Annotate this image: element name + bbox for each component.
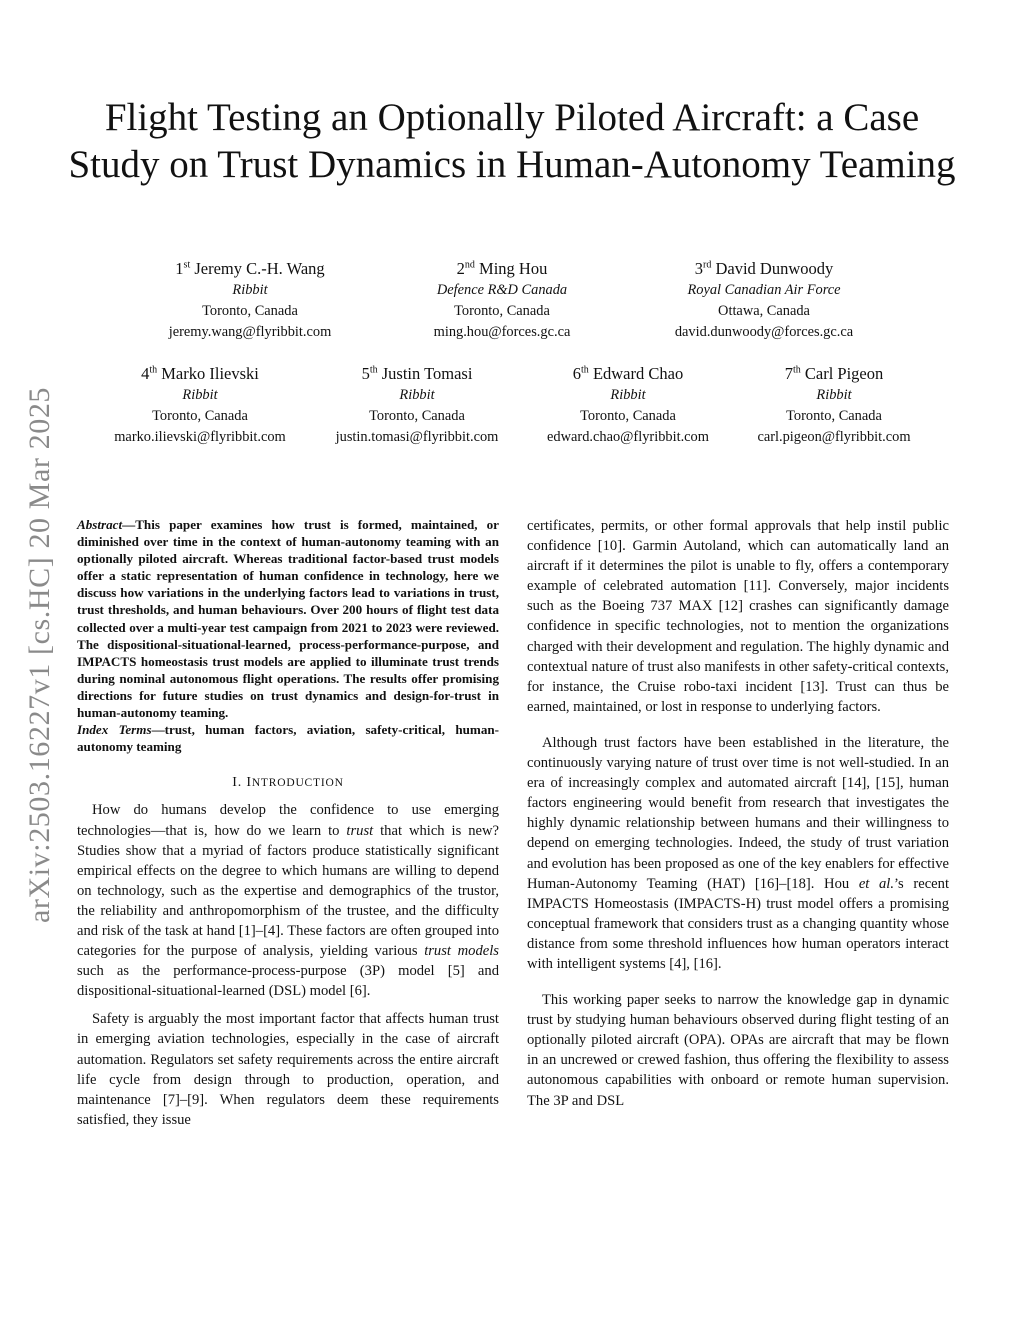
intro-paragraph-2: Safety is arguably the most important factor that affects human trust in emerging aviation technologies, especially in the case of aircraft automation. Regulators set safety requirements across the entire aircraft life cycle from design through to production, operation, and maintenance [7]–[9]. When regulators deem these requirements satisfied, they issue (77, 1011, 499, 1128)
right-column (527, 516, 949, 1119)
author-email: jeremy.wang@flyribbit.com (168, 324, 332, 340)
author-block-3 (644, 258, 884, 343)
author-block-2 (392, 258, 612, 343)
index-terms (77, 721, 499, 755)
author-email: carl.pigeon@flyribbit.com (757, 429, 911, 445)
right-paragraph-3: This working paper seeks to narrow the knowledge gap in dynamic trust by studying human behaviours observed during flight testing of an optionally piloted aircraft (OPA). OPAs are aircraft that may be flown in an uncrewed or crewed fashion, thus offering the flexibility to assess autonomous capabilities with onboard or remote human supervision. The 3P and DSL (527, 992, 949, 1109)
author-affiliation: Ribbit (232, 282, 268, 298)
index-terms-label: Index Terms (77, 722, 152, 738)
author-location: Toronto, Canada (369, 408, 465, 424)
author-affiliation: Ribbit (399, 387, 435, 403)
author-affiliation: Royal Canadian Air Force (687, 282, 841, 298)
author-affiliation: Defence R&D Canada (436, 282, 568, 298)
author-email: justin.tomasi@flyribbit.com (335, 429, 499, 445)
arxiv-side-stamp (16, 345, 64, 965)
author-affiliation: Ribbit (610, 387, 646, 403)
author-name: 1st Jeremy C.-H. Wang (175, 259, 325, 278)
paper-title: Flight Testing an Optionally Piloted Aircraft: a Case Study on Trust Dynamics in Human-Autonomy Teaming (68, 96, 956, 186)
right-paragraph-2: Although trust factors have been established in the literature, the continuously varying nature of trust over time is not well-studied. In an era of increasingly complex and automated aircraft [14], [15], human factors engineering would benefit from research that investigates the highly dynamic relationship between humans and their willingness to depend on emerging technologies. Indeed, the study of trust variation and evolution has been proposed as one of the key enablers for effective Human-Autonomy Teaming (HAT) [16]–[18]. Hou et al.’s recent IMPACTS Homeostasis (IMPACTS-H) trust model offers a promising conceptual framework that considers trust as a changing quantity whose distance from some threshold influences how human operators interact with intelligent systems [4], [16]. (527, 734, 949, 972)
author-location: Toronto, Canada (152, 408, 248, 424)
author-name: 5th Justin Tomasi (361, 364, 473, 383)
author-name: 3rd David Dunwoody (694, 259, 834, 278)
right-paragraph-1: certificates, permits, or other formal approvals that help instil public confidence [10]. Garmin Autoland, which can automatically land an aircraft if it determines the pilot is unable to fly, offers a contemporary example of celebrated automation [11]. Conversely, major incidents such as the Boeing 737 MAX [12] crashes can significantly damage confidence in specific technologies, not to mention the organizations charged with their development and regulation. The highly dynamic and contextual nature of trust also manifests in other safety-critical contexts, for instance, the Cruise robo-taxi incident [13]. Trust can thus be earned, maintained, or lost in response to underlying factors. (527, 518, 949, 715)
arxiv-identifier: arXiv:2503.16227v1 [cs.HC] 20 Mar 2025 (23, 386, 56, 924)
author-block-1 (140, 258, 360, 343)
intro-paragraph-1: How do humans develop the confidence to use emerging technologies—that is, how do we learn to trust that which is new? Studies show that a myriad of factors produce statistically significant empirical effects on the degree to which humans are willing to depend on technology, such as the expertise and demographics of the trustor, the reliability and anthropomorphism of the trustee, and the difficulty and risk of the task at hand [1]–[4]. These factors are often grouped into categories for the purpose of analysis, yielding various trust models such as the performance-process-purpose (3P) model [5] and dispositional-situational-learned (DSL) model [6]. (77, 802, 499, 1000)
author-location: Toronto, Canada (786, 408, 882, 424)
author-name: 7th Carl Pigeon (784, 364, 884, 383)
author-affiliation: Ribbit (816, 387, 852, 403)
author-email: ming.hou@forces.gc.ca (433, 324, 571, 340)
author-name: 2nd Ming Hou (456, 259, 548, 278)
left-column (77, 516, 499, 1138)
author-location: Ottawa, Canada (718, 303, 810, 319)
author-location: Toronto, Canada (454, 303, 550, 319)
author-email: marko.ilievski@flyribbit.com (114, 429, 286, 445)
author-block-7 (734, 363, 934, 448)
abstract-label: Abstract (77, 517, 123, 532)
author-affiliation: Ribbit (182, 387, 218, 403)
author-email: david.dunwoody@forces.gc.ca (674, 324, 854, 340)
author-block-4 (95, 363, 305, 448)
author-block-5 (312, 363, 522, 448)
author-name: 4th Marko Ilievski (141, 364, 259, 383)
abstract-text: —This paper examines how trust is formed, maintained, or diminished over time in the context of human-autonomy teaming with an optionally piloted aircraft. Whereas traditional factor-based trust models offer a static representation of human confidence in technology, here we discuss how variations in the underlying factors lead to variations in trust, trust thresholds, and human behaviours. Over 200 hours of flight test data collected over a multi-year test campaign from 2021 to 2023 were reviewed. The dispositional-situational-learned, process-performance-purpose, and IMPACTS homeostasis trust models are applied to illuminate trust trends during nominal autonomous flight operations. The results offer promising directions for future studies on trust dynamics and design-for-trust in human-autonomy teaming. (77, 517, 499, 721)
abstract (77, 516, 499, 721)
author-location: Toronto, Canada (580, 408, 676, 424)
author-location: Toronto, Canada (202, 303, 298, 319)
index-terms-text: —trust, human factors, aviation, safety-critical, human-autonomy teaming (77, 722, 500, 755)
author-email: edward.chao@flyribbit.com (547, 429, 709, 445)
author-block-6 (523, 363, 733, 448)
section-heading-introduction: I. INTRODUCTION (232, 775, 344, 791)
author-name: 6th Edward Chao (572, 364, 684, 383)
